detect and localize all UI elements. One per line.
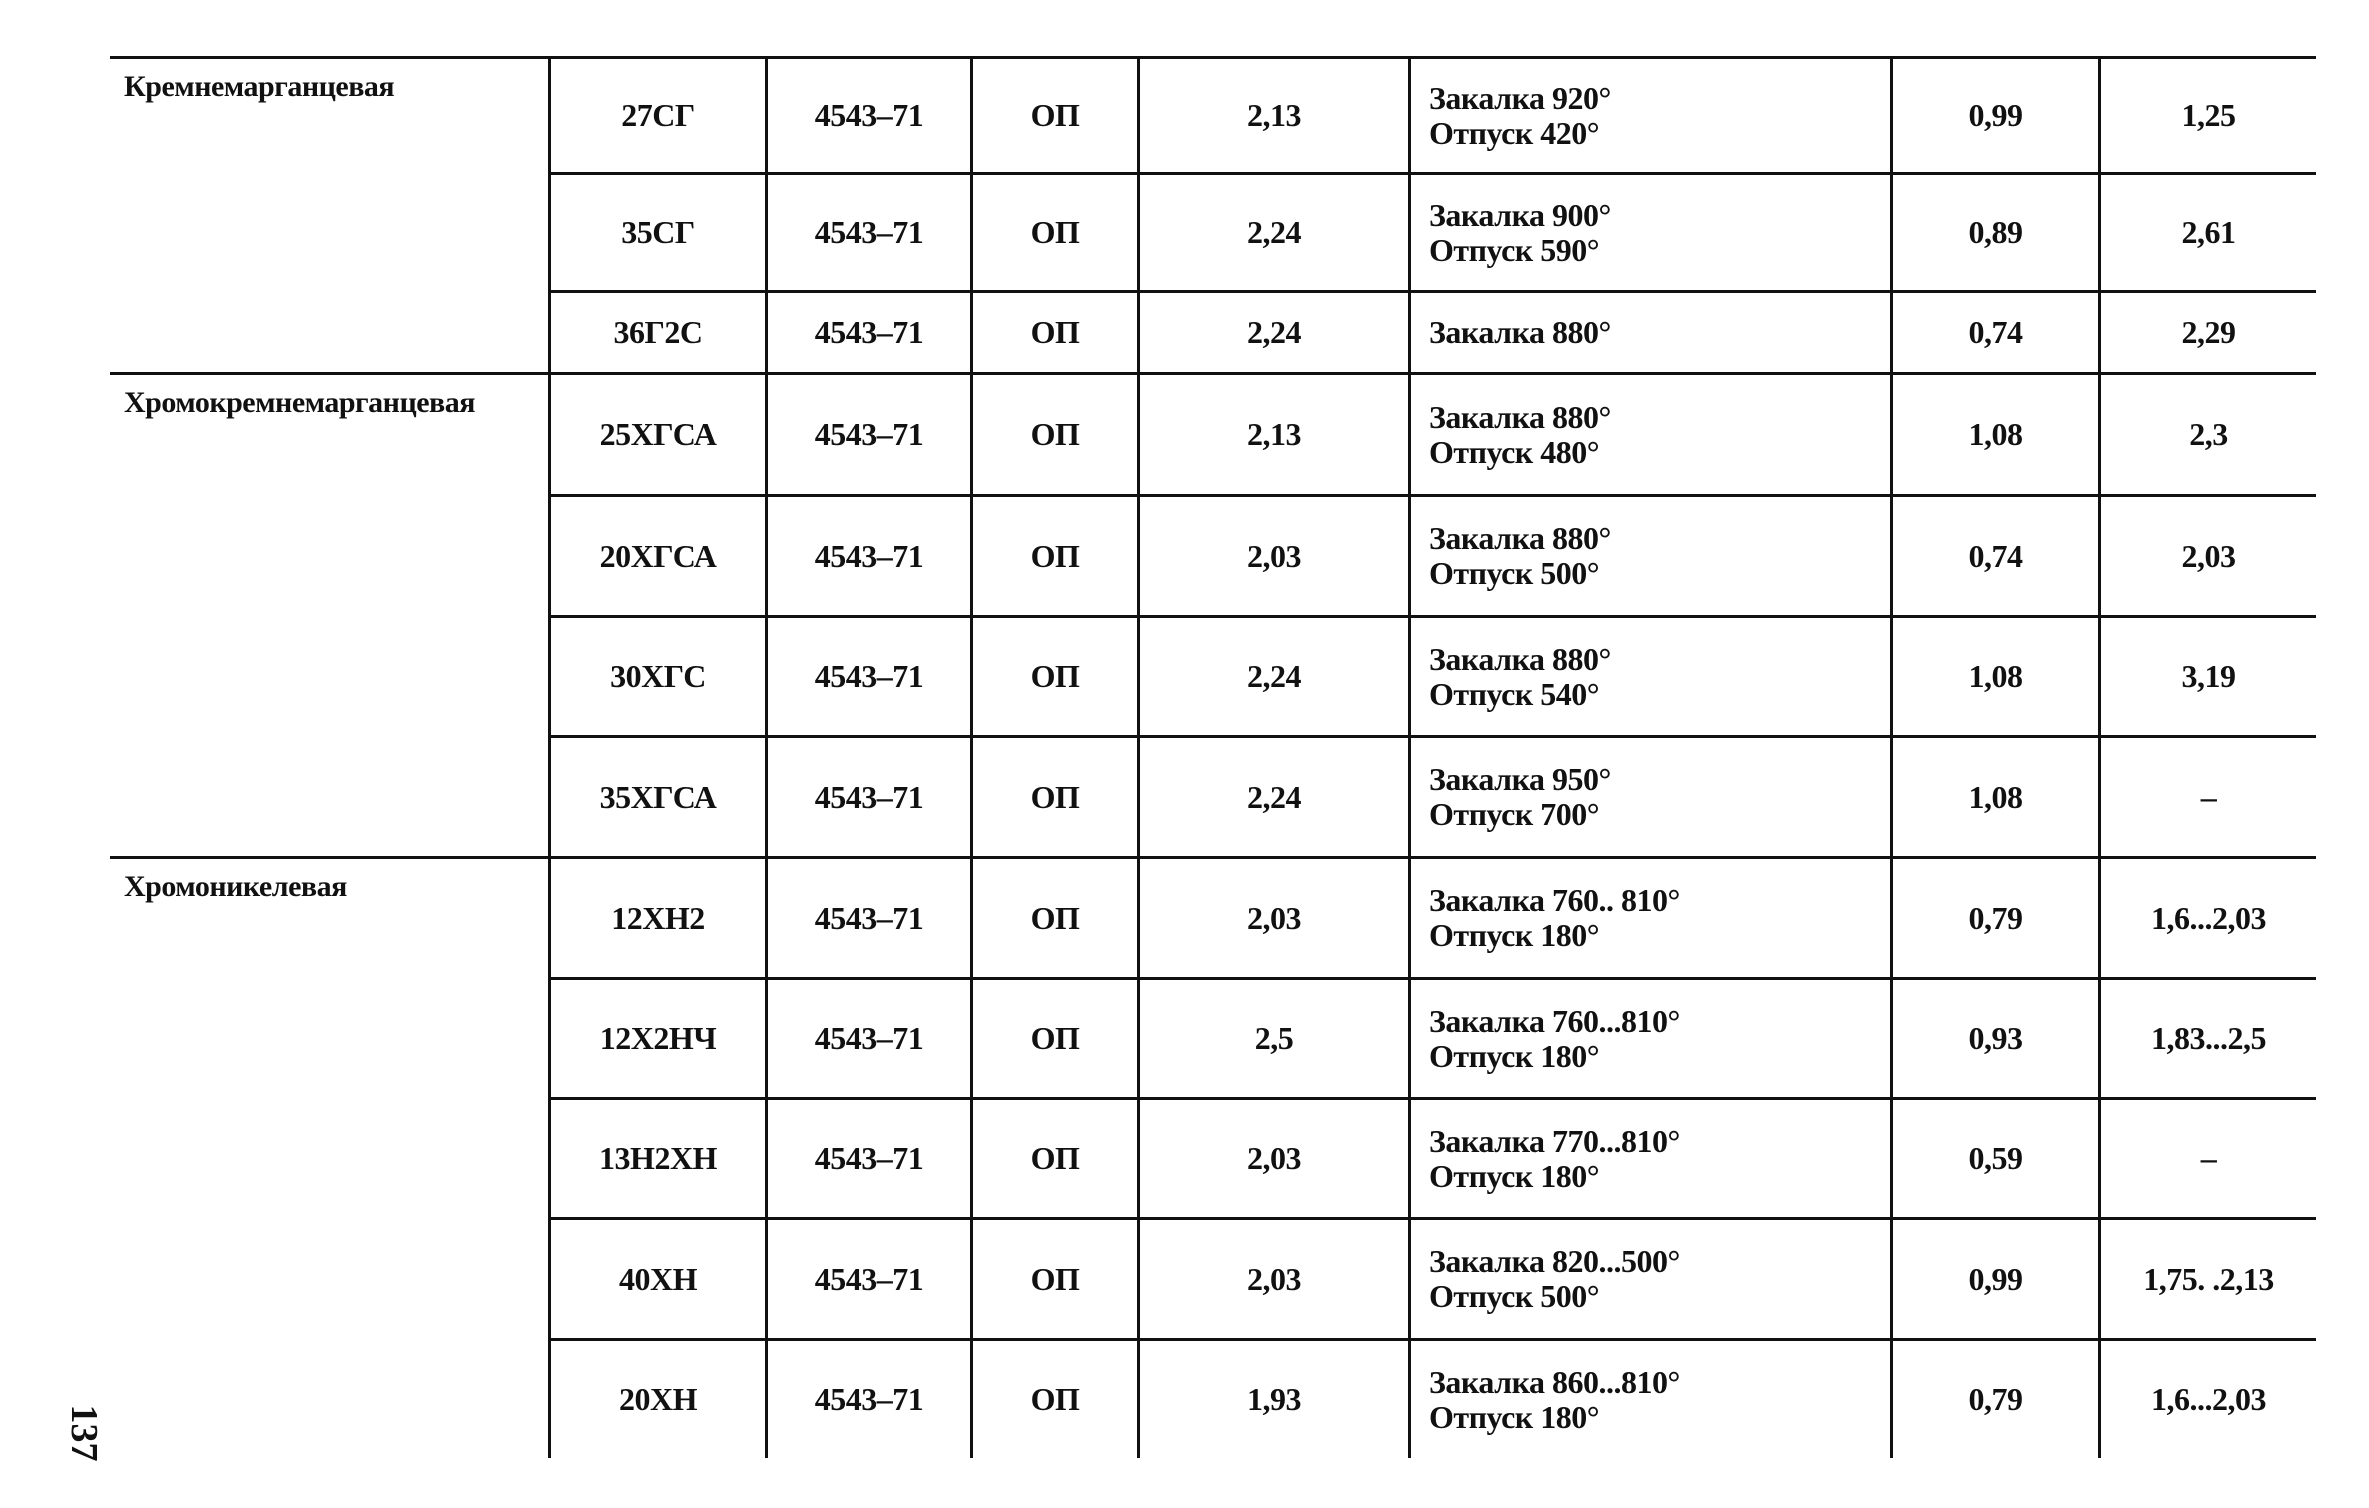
value-cell: 2,24 (1247, 314, 1301, 350)
gost-cell: 4543–71 (814, 537, 924, 574)
gost-cell: 4543–71 (814, 1260, 924, 1297)
temper-line: Отпуск 500° (1429, 1278, 1599, 1314)
heat-treatment-lines (1429, 521, 1611, 591)
heat-treatment-lines (1429, 198, 1611, 268)
coefficient-cell: 0,74 (1968, 537, 2023, 574)
value-cell: 2,03 (1247, 1140, 1301, 1176)
heat-treatment-cell (1411, 293, 1890, 372)
gost-cell: 4543–71 (814, 416, 924, 452)
supply-cell: ОП (1030, 1140, 1080, 1176)
temper-line: Отпуск 480° (1429, 433, 1599, 470)
heat-treatment-lines (1429, 315, 1611, 350)
heat-treatment-lines (1429, 1004, 1680, 1074)
heat-treatment-lines (1429, 400, 1611, 470)
heat-treatment-cell (1411, 980, 1890, 1097)
group-label: Хромоникелевая (124, 870, 347, 903)
ratio-cell: 1,25 (2181, 97, 2236, 133)
quench-line: Закалка 880° (1429, 520, 1611, 556)
temper-line: Отпуск 420° (1429, 114, 1599, 151)
ratio-cell: 2,29 (2181, 314, 2236, 350)
coefficient-cell: 0,74 (1968, 314, 2023, 350)
coefficient-cell: 0,99 (1968, 97, 2023, 133)
ratio-cell: 1,6...2,03 (2151, 1381, 2266, 1417)
group-label: Хромокремнемарганцевая (124, 386, 475, 419)
heat-treatment-cell (1411, 1100, 1890, 1217)
value-cell: 2,24 (1247, 214, 1301, 250)
temper-line: Отпуск 700° (1429, 796, 1599, 832)
coefficient-cell: 0,79 (1968, 899, 2023, 936)
heat-treatment-cell (1411, 497, 1890, 615)
quench-line: Закалка 880° (1429, 640, 1611, 677)
value-cell: 2,24 (1247, 658, 1301, 694)
heat-treatment-cell (1411, 618, 1890, 735)
supply-cell: ОП (1030, 658, 1080, 694)
heat-treatment-lines (1429, 883, 1680, 953)
supply-cell: ОП (1030, 214, 1080, 250)
quench-line: Закалка 770...810° (1429, 1122, 1680, 1159)
group-label: Кремнемарганцевая (124, 70, 395, 103)
heat-treatment-lines (1429, 1365, 1680, 1435)
temper-line: Отпуск 180° (1429, 917, 1599, 953)
quench-line: Закалка 760...810° (1429, 1002, 1680, 1039)
steel-grade-cell: 12ХН2 (611, 899, 705, 936)
temper-line: Отпуск 590° (1429, 231, 1599, 268)
value-cell: 2,03 (1247, 899, 1301, 936)
value-cell: 2,5 (1254, 1020, 1294, 1056)
gost-cell: 4543–71 (814, 899, 924, 936)
temper-line: Отпуск 180° (1429, 1398, 1599, 1435)
coefficient-cell: 0,99 (1968, 1260, 2023, 1297)
steel-grade-cell: 35СГ (621, 214, 695, 250)
coefficient-cell: 1,08 (1968, 416, 2023, 452)
coefficient-cell: 0,59 (1968, 1140, 2023, 1176)
ratio-cell: 1,6...2,03 (2151, 899, 2266, 936)
temper-line: Отпуск 500° (1429, 555, 1599, 591)
heat-treatment-lines (1429, 642, 1611, 712)
quench-line: Закалка 820...500° (1429, 1243, 1680, 1279)
ratio-cell: 1,83...2,5 (2151, 1020, 2266, 1056)
value-cell: 2,03 (1247, 1260, 1301, 1297)
quench-line: Закалка 880° (1429, 398, 1611, 435)
value-cell: 2,03 (1247, 537, 1301, 574)
gost-cell: 4543–71 (814, 1140, 924, 1176)
supply-cell: ОП (1030, 778, 1080, 815)
gost-cell: 4543–71 (814, 97, 924, 133)
steel-grade-cell: 36Г2С (613, 314, 703, 350)
steel-grade-cell: 13Н2ХН (599, 1140, 717, 1176)
steel-grade-cell: 25ХГСА (599, 416, 717, 452)
steel-grade-cell: 20ХН (619, 1381, 697, 1417)
steel-grade-cell: 30ХГС (610, 658, 706, 694)
heat-treatment-lines (1429, 81, 1611, 151)
steel-grade-cell: 35ХГСА (599, 778, 717, 815)
ratio-cell: 2,61 (2181, 214, 2236, 250)
supply-cell: ОП (1030, 1020, 1080, 1056)
quench-line: Закалка 760.. 810° (1429, 882, 1680, 918)
value-cell: 2,13 (1247, 416, 1301, 452)
ratio-cell: 3,19 (2181, 658, 2236, 694)
coefficient-cell: 0,93 (1968, 1020, 2023, 1056)
ratio-cell: 2,3 (2189, 416, 2228, 452)
heat-treatment-cell (1411, 1220, 1890, 1338)
steel-grade-cell: 27СГ (621, 97, 695, 133)
coefficient-cell: 1,08 (1968, 658, 2023, 694)
gost-cell: 4543–71 (814, 1381, 924, 1417)
quench-line: Закалка 860...810° (1429, 1363, 1680, 1400)
heat-treatment-lines (1429, 1124, 1680, 1194)
ratio-cell: 2,03 (2181, 537, 2236, 574)
steel-grade-cell: 40ХН (619, 1260, 697, 1297)
coefficient-cell: 0,79 (1968, 1381, 2023, 1417)
gost-cell: 4543–71 (814, 1020, 924, 1056)
quench-line: Закалка 900° (1429, 196, 1611, 233)
heat-treatment-cell (1411, 738, 1890, 856)
ratio-cell: – (2200, 1140, 2217, 1176)
gost-cell: 4543–71 (814, 778, 924, 815)
supply-cell: ОП (1030, 314, 1080, 350)
heat-treatment-cell (1411, 375, 1890, 494)
supply-cell: ОП (1030, 97, 1080, 133)
heat-treatment-cell (1411, 1341, 1890, 1458)
supply-cell: ОП (1030, 416, 1080, 452)
supply-cell: ОП (1030, 537, 1080, 574)
steel-grade-cell: 20ХГСА (599, 537, 717, 574)
quench-line: Закалка 920° (1429, 79, 1611, 116)
heat-treatment-cell (1411, 859, 1890, 977)
coefficient-cell: 0,89 (1968, 214, 2023, 250)
gost-cell: 4543–71 (814, 214, 924, 250)
quench-line: Закалка 880° (1429, 314, 1611, 350)
ratio-cell: 1,75. .2,13 (2143, 1260, 2274, 1297)
temper-line: Отпуск 180° (1429, 1037, 1599, 1074)
heat-treatment-lines (1429, 762, 1611, 832)
gost-cell: 4543–71 (814, 658, 924, 694)
ratio-cell: – (2200, 778, 2217, 815)
value-cell: 2,24 (1247, 778, 1301, 815)
steel-grade-cell: 12Х2НЧ (599, 1020, 717, 1056)
value-cell: 2,13 (1247, 97, 1301, 133)
supply-cell: ОП (1030, 899, 1080, 936)
temper-line: Отпуск 540° (1429, 675, 1599, 712)
heat-treatment-cell (1411, 59, 1890, 172)
temper-line: Отпуск 180° (1429, 1157, 1599, 1194)
coefficient-cell: 1,08 (1968, 778, 2023, 815)
gost-cell: 4543–71 (814, 314, 924, 350)
heat-treatment-cell (1411, 175, 1890, 290)
supply-cell: ОП (1030, 1381, 1080, 1417)
page-number: 137 (63, 1404, 105, 1462)
quench-line: Закалка 950° (1429, 761, 1611, 797)
supply-cell: ОП (1030, 1260, 1080, 1297)
value-cell: 1,93 (1247, 1381, 1301, 1417)
heat-treatment-lines (1429, 1244, 1680, 1314)
